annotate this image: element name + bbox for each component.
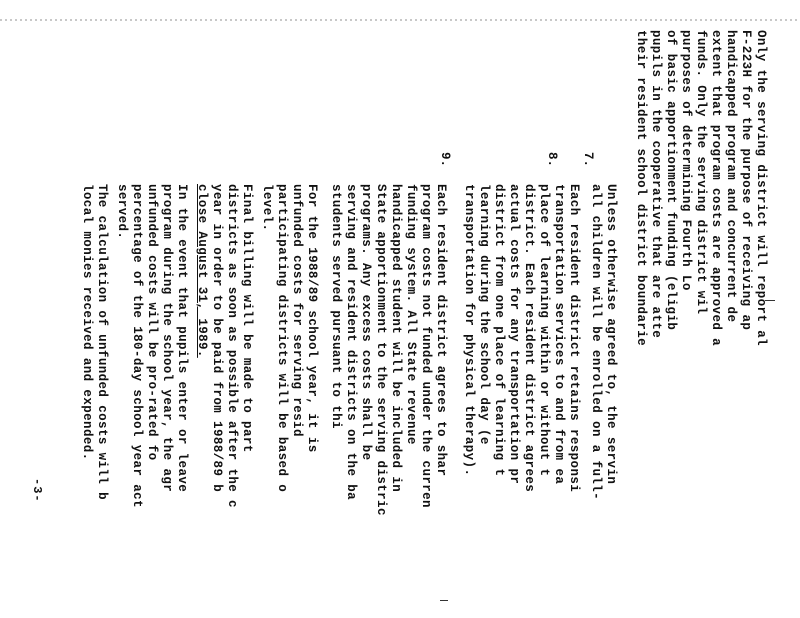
scanned-document-page: Only the serving district will report al F-223H for the purpose of receiving ap handicapped program and concurrent de extent that program costs are approved a funds. Only the serving district wil purposes of determining Fourth Lo of basic apportionment funding (eligib pupils in the cooperative that are atte their resident school district boundarie 7. Unless otherwise agreed to, the servin all children will be enrolled on a full- 8. Each resident district retains responsi transportation services to and from ea place of learning within or without t district. Each resident district agrees actual costs for any transportation pr district from one place of learning t learning during the school day (e transportation for physical therapy). 9. Each resident district agrees to shar program costs not funded under the curren funding system. All State revenue handicapped student will be included in State apportionment to the serving distric programs. Any excess costs shall be serving and resident districts on the ba students served pursuant to thi For the 1988/89 school year, it is unfunded costs for serving resid participating districts will be based o level. Final billing will be made to part districts as soon as possible after the c year in order to be paid from 1988/89 b close August 31, 1989. In the event that pupils enter or leave program during the school year, the agr unfunded costs will be pro-rated fo percentage of the 180-day school year act served. The calculation of unfunded costs will b local monies received and expended. -3- xyxy=(0,0,800,618)
margin-tick xyxy=(440,600,448,601)
item-number: 9. xyxy=(438,152,452,168)
scan-edge-artifact xyxy=(0,19,800,21)
page-number: -3- xyxy=(30,478,44,503)
item-number: 8. xyxy=(545,152,559,168)
item-number: 7. xyxy=(581,152,595,168)
